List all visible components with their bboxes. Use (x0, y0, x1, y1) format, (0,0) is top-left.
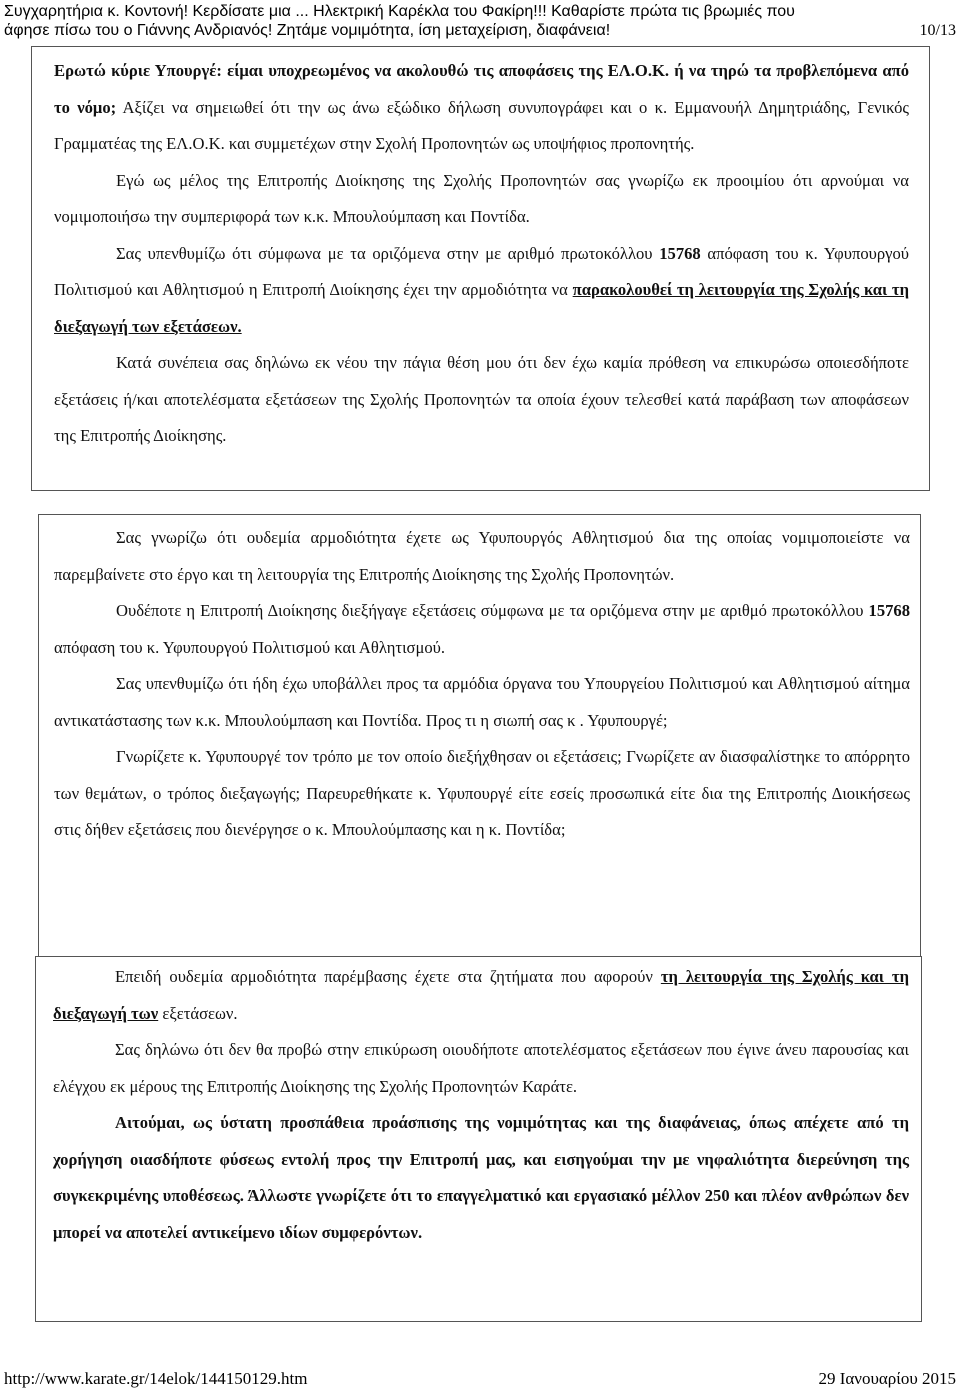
page-title-line-1: Συγχαρητήρια κ. Κοντονή! Κερδίσατε μια ... Ηλεκτρική Καρέκλα του Φακίρη!!! Καθαρίστε πρώτα τις βρωμιές που (4, 3, 795, 20)
underlined-text: παρακολουθεί τη λειτουργία της Σχολής και τη διεξαγωγή των εξετάσεων. (54, 280, 909, 336)
paragraph-text: απόφαση του κ. Υφυπουργού Πολιτισμού και Αθλητισμού η Επιτροπή Διοίκησης έχει την αρμοδιότητα να (54, 243, 909, 299)
paragraph (54, 593, 910, 666)
scanned-document-block-3 (35, 956, 922, 1322)
protocol-number: 15768 (659, 243, 701, 263)
question-bold-text: Ερωτώ κύριε Υπουργέ: είμαι υποχρεωμένος να ακολουθώ τις αποφάσεις της ΕΛ.Ο.Κ. ή να τηρώ τα προβλεπόμενα από το νόμο; (54, 61, 909, 117)
paragraph (54, 53, 909, 163)
paragraph-text: Ουδέποτε η Επιτροπή Διοίκησης διεξήγαγε εξετάσεις σύμφωνα με τα οριζόμενα στην με αριθμό πρωτοκόλλου (116, 601, 869, 620)
paragraph-text: απόφαση του κ. Υφυπουργού Πολιτισμού και Αθλητισμού. (54, 637, 446, 657)
paragraph-text: Σας υπενθυμίζω ότι σύμφωνα με τα οριζόμενα στην με αριθμό πρωτοκόλλου (116, 243, 660, 263)
page-indicator: 10/13 (919, 22, 956, 39)
scanned-document-block-2 (38, 514, 921, 958)
paragraph: Κατά συνέπεια σας δηλώνω εκ νέου την πάγια θέση μου ότι δεν έχω καμία πρόθεση να επικυρώσω οποιεσδήποτε εξετάσεις ή/και αποτελέσματα εξετάσεων της Σχολής Προπονητών τα οποία έχουν τελεσθεί κατά παράβαση των αποφάσεων της Επιτροπής Διοίκησης. (54, 353, 909, 445)
print-date: 29 Ιανουαρίου 2015 (818, 1369, 956, 1388)
paragraph (54, 236, 909, 346)
paragraph-text: Επειδή ουδεμία αρμοδιότητα παρέμβασης έχετε στα ζητήματα που αφορούν (115, 967, 661, 986)
protocol-number: 15768 (868, 601, 910, 620)
paragraph-text: εξετάσεων. (158, 1003, 238, 1023)
paragraph-text: Αξίζει να σημειωθεί ότι την ως άνω εξώδικο δήλωση συνυπογράφει και ο κ. Εμμανουήλ Δημητριάδης, Γενικός Γραμματέας της ΕΛ.Ο.Κ. και συμμετέχων στην Σχολή Προπονητών ως υποψήφιος προπονητής. (54, 97, 909, 153)
paragraph: Σας γνωρίζω ότι ουδεμία αρμοδιότητα έχετε ως Υφυπουργός Αθλητισμού δια της οποίας νομιμοποιείστε να παρεμβαίνετε στο έργο και τη λειτουργία της Επιτροπής Διοίκησης της Σχολής Προπονητών. (54, 528, 910, 584)
paragraph (53, 959, 909, 1032)
source-url-link[interactable]: http://www.karate.gr/14elok/144150129.htm (4, 1369, 308, 1388)
paragraph: Σας υπενθυμίζω ότι ήδη έχω υποβάλλει προς τα αρμόδια όργανα του Υπουργείου Πολιτισμού και Αθλητισμού αίτημα αντικατάστασης των κ.κ. Μπουλούμπαση και Ποντίδα. Προς τι η σιωπή σας κ . Υφυπουργέ; (54, 674, 910, 730)
page-title-line-2: άφησε πίσω του ο Γιάννης Ανδριανός! Ζητάμε νομιμότητα, ίση μεταχείριση, διαφάνεια! (4, 22, 611, 39)
page-title (4, 2, 956, 40)
paragraph-bold: Αιτούμαι, ως ύστατη προσπάθεια προάσπισης της νομιμότητας και της διαφάνειας, όπως απέχετε από τη χορήγηση οιασδήποτε φύσεως εντολή προς την Επιτροπή μας, και εισηγούμαι την με νηφαλιότητα διερεύνηση της συγκεκριμένης υποθέσεως. Άλλωστε γνωρίζετε ότι το επαγγελματικό και εργασιακό μέλλον 250 και πλέον ανθρώπων δεν μπορεί να αποτελεί αντικείμενο ιδίων συμφερόντων. (53, 1113, 909, 1242)
paragraph: Εγώ ως μέλος της Επιτροπής Διοίκησης της Σχολής Προπονητών σας γνωρίζω εκ προοιμίου ότι αρνούμαι να νομιμοποιήσω την συμπεριφορά των κ.κ. Μπουλούμπαση και Ποντίδα. (54, 170, 909, 226)
paragraph: Σας δηλώνω ότι δεν θα προβώ στην επικύρωση οιουδήποτε αποτελέσματος εξετάσεων που έγινε άνευ παρουσίας και ελέγχου εκ μέρους της Επιτροπής Διοίκησης της Σχολής Προπονητών Καράτε. (53, 1040, 909, 1096)
underlined-text: τη λειτουργία της Σχολής και τη διεξαγωγή των (53, 967, 910, 1023)
paragraph: Γνωρίζετε κ. Υφυπουργέ τον τρόπο με τον οποίο διεξήχθησαν οι εξετάσεις; Γνωρίζετε αν διασφαλίστηκε το απόρρητο των θεμάτων, ο τρόπος διεξαγωγής; Παρευρεθήκατε κ. Υφυπουργέ είτε εσείς προσωπικά είτε δια της Επιτροπής Διοικήσεως στις δήθεν εξετάσεις που διενέργησε ο κ. Μπουλούμπασης και η κ. Ποντίδα; (54, 747, 910, 839)
scanned-document-block-1 (31, 46, 930, 491)
